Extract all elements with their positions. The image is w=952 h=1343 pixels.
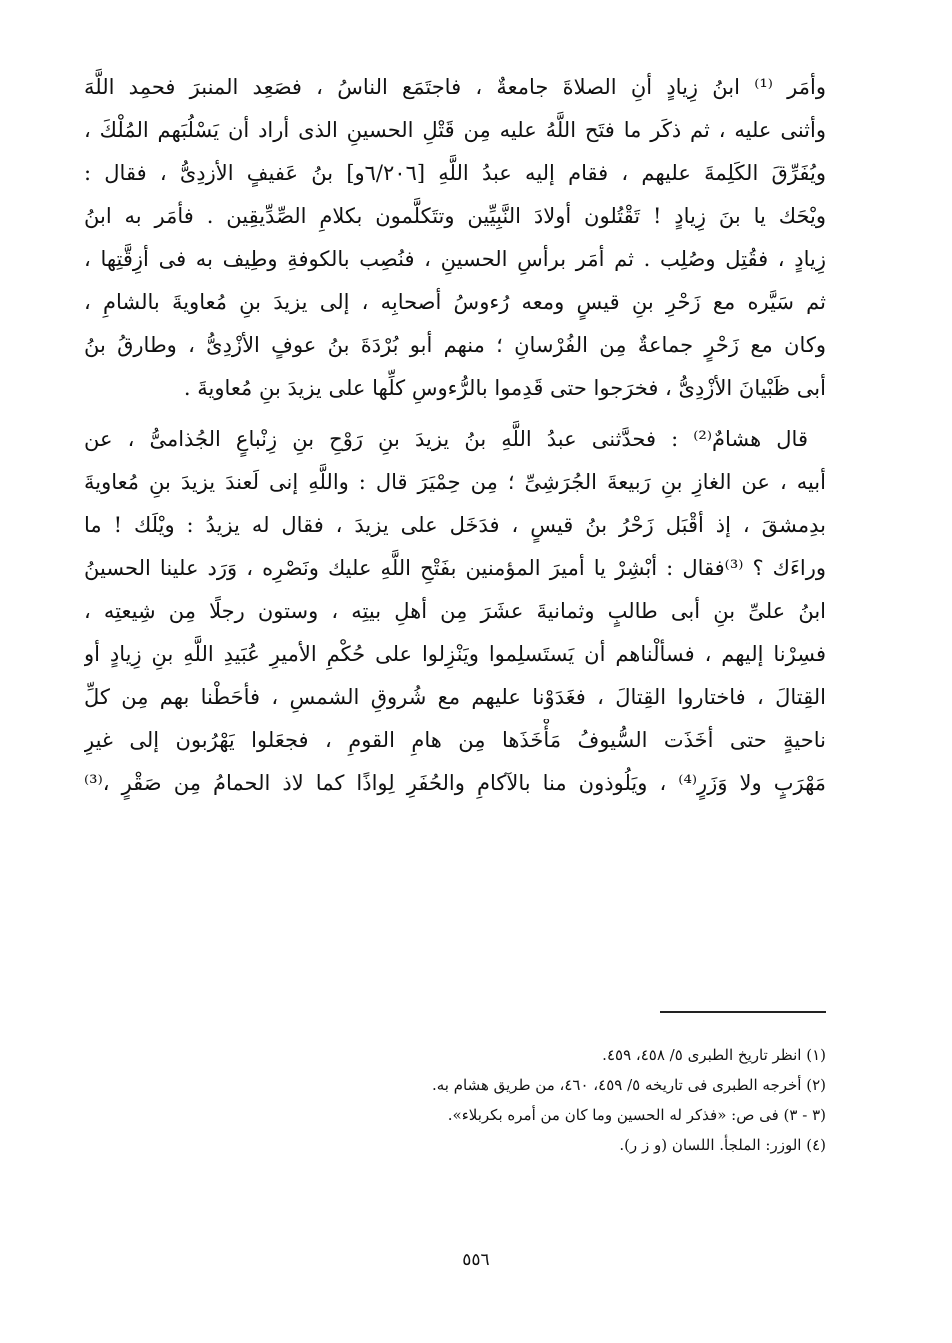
text-line: ويْحَك يا بنَ زِيادٍ ! تَقْتُلون أولادَ النَّبِيِّين وتتَكلَّمون بكلامِ الصِّدِّيقِين . فأمَر به ابنُ	[84, 204, 826, 228]
text-line: ناحيةٍ حتى أخَذَت السُّيوفُ مَأْخَذَها مِن هامِ القومِ ، فجعَلوا يَهْرُبون إلى غيرِ	[84, 728, 826, 752]
text-line: بدِمشقَ ، إذ أقْبَل زَحْرُ بنُ قيسٍ ، فدَخَل على يزيدَ ، فقال له يزيدُ : ويْلَك ! ما	[84, 513, 826, 537]
footnotes	[300, 1040, 826, 1160]
text-line: مَهْرَبٍ ولا وَزَرٍ⁽⁴⁾ ، ويَلُوذون منا بالآكامِ والحُفَرِ لِواذًا كما لاذ الحمامُ مِن صَقْرٍ ،⁽³⁾	[84, 771, 826, 795]
text-line: ثم سَيَّره مع زَحْرِ بنِ قيسٍ ومعه رُءوسُ أصحابِه ، إلى يزيدَ بنِ مُعاويةَ بالشامِ ،	[84, 290, 826, 314]
text-line: ويُفَرِّقَ الكَلِمةَ عليهم ، فقام إليه عبدُ اللَّهِ [٦/٢٠٦و] بنُ عَفيفٍ الأزدِىُّ ، فقال :	[84, 161, 826, 185]
text-line: أبيه ، عن الغازِ بنِ رَبيعةَ الجُرَشِىِّ ؛ مِن حِمْيَرَ قال : واللَّهِ إنى لَعندَ يزيدَ بنِ مُعاويةَ	[84, 470, 826, 494]
text-line: قال هشامٌ⁽²⁾ : فحدَّثنى عبدُ اللَّهِ بنُ يزيدَ بنِ رَوْحِ بنِ زِنْباعٍ الجُذامىُّ ، عن	[84, 427, 808, 451]
text-line: أبى ظَبْيانَ الأزْدِىُّ ، فخرَجوا حتى قَدِموا بالرُّءوسِ كلِّها على يزيدَ بنِ مُعاويةَ .	[183, 376, 826, 400]
text-line: القِتالَ ، فاختاروا القِتالَ ، فغَدَوْنا عليهم مع شُروقِ الشمسِ ، فأحَطْنا بهم مِن كلِّ	[84, 685, 826, 709]
footnote: (٢) أخرجه الطبرى فى تاريخه ٥/ ٤٥٩، ٤٦٠، من طريق هشام به.	[431, 1076, 826, 1094]
text-line: وأمَر ⁽¹⁾ ابنُ زِيادٍ أنِ الصلاةَ جامعةٌ ، فاجتَمَع الناسُ ، فصَعِد المنبرَ فحمِد اللَّهَ	[84, 75, 826, 99]
footnote: (١) انظر تاريخ الطبرى ٥/ ٤٥٨، ٤٥٩.	[602, 1046, 826, 1064]
paragraph-gap	[84, 410, 826, 418]
footnote: (٤) الوزر: الملجأ. اللسان (و ز ر).	[619, 1136, 826, 1154]
footnote-separator	[660, 1011, 826, 1013]
text-line: وأثنى عليه ، ثم ذكَر ما فتَح اللَّهُ عليه مِن قَتْلِ الحسينِ الذى أراد أن يَسْلُبَهم المُلْكَ ،	[84, 118, 826, 142]
footnote: (٣ - ٣) فى ص: «فذكر له الحسين وما كان من أمره بكربلاء».	[447, 1106, 826, 1124]
body-text	[84, 66, 826, 805]
page-number: ٥٥٦	[462, 1250, 490, 1270]
text-line: وكان مع زَحْرٍ جماعةٌ مِن الفُرْسانِ ؛ منهم أبو بُرْدَةَ بنُ عوفٍ الأزْدِىُّ ، وطارقُ بنُ	[84, 333, 826, 357]
text-line: زِيادٍ ، فقُتِل وصُلِب . ثم أمَر برأسِ الحسينِ ، فنُصِب بالكوفةِ وطِيف به فى أزِقَّتِها ،	[84, 247, 826, 271]
text-line: ابنُ علىِّ بنِ أبى طالبٍ وثمانيةَ عشَرَ مِن أهلِ بيتِه ، وستون رجلًا مِن شِيعتِه ،	[84, 599, 826, 623]
text-line: فسِرْنا إليهم ، فسألْناهم أن يَستَسلِموا ويَنْزِلوا على حُكْمِ الأميرِ عُبَيدِ اللَّهِ بنِ زِيادٍ أو	[84, 642, 826, 666]
text-line: وراءَك ؟ ⁽³⁾فقال : أبْشِرْ يا أميرَ المؤمنين بفَتْحِ اللَّهِ عليك ونَصْرِه ، وَرَد علينا الحسينُ	[84, 556, 826, 580]
